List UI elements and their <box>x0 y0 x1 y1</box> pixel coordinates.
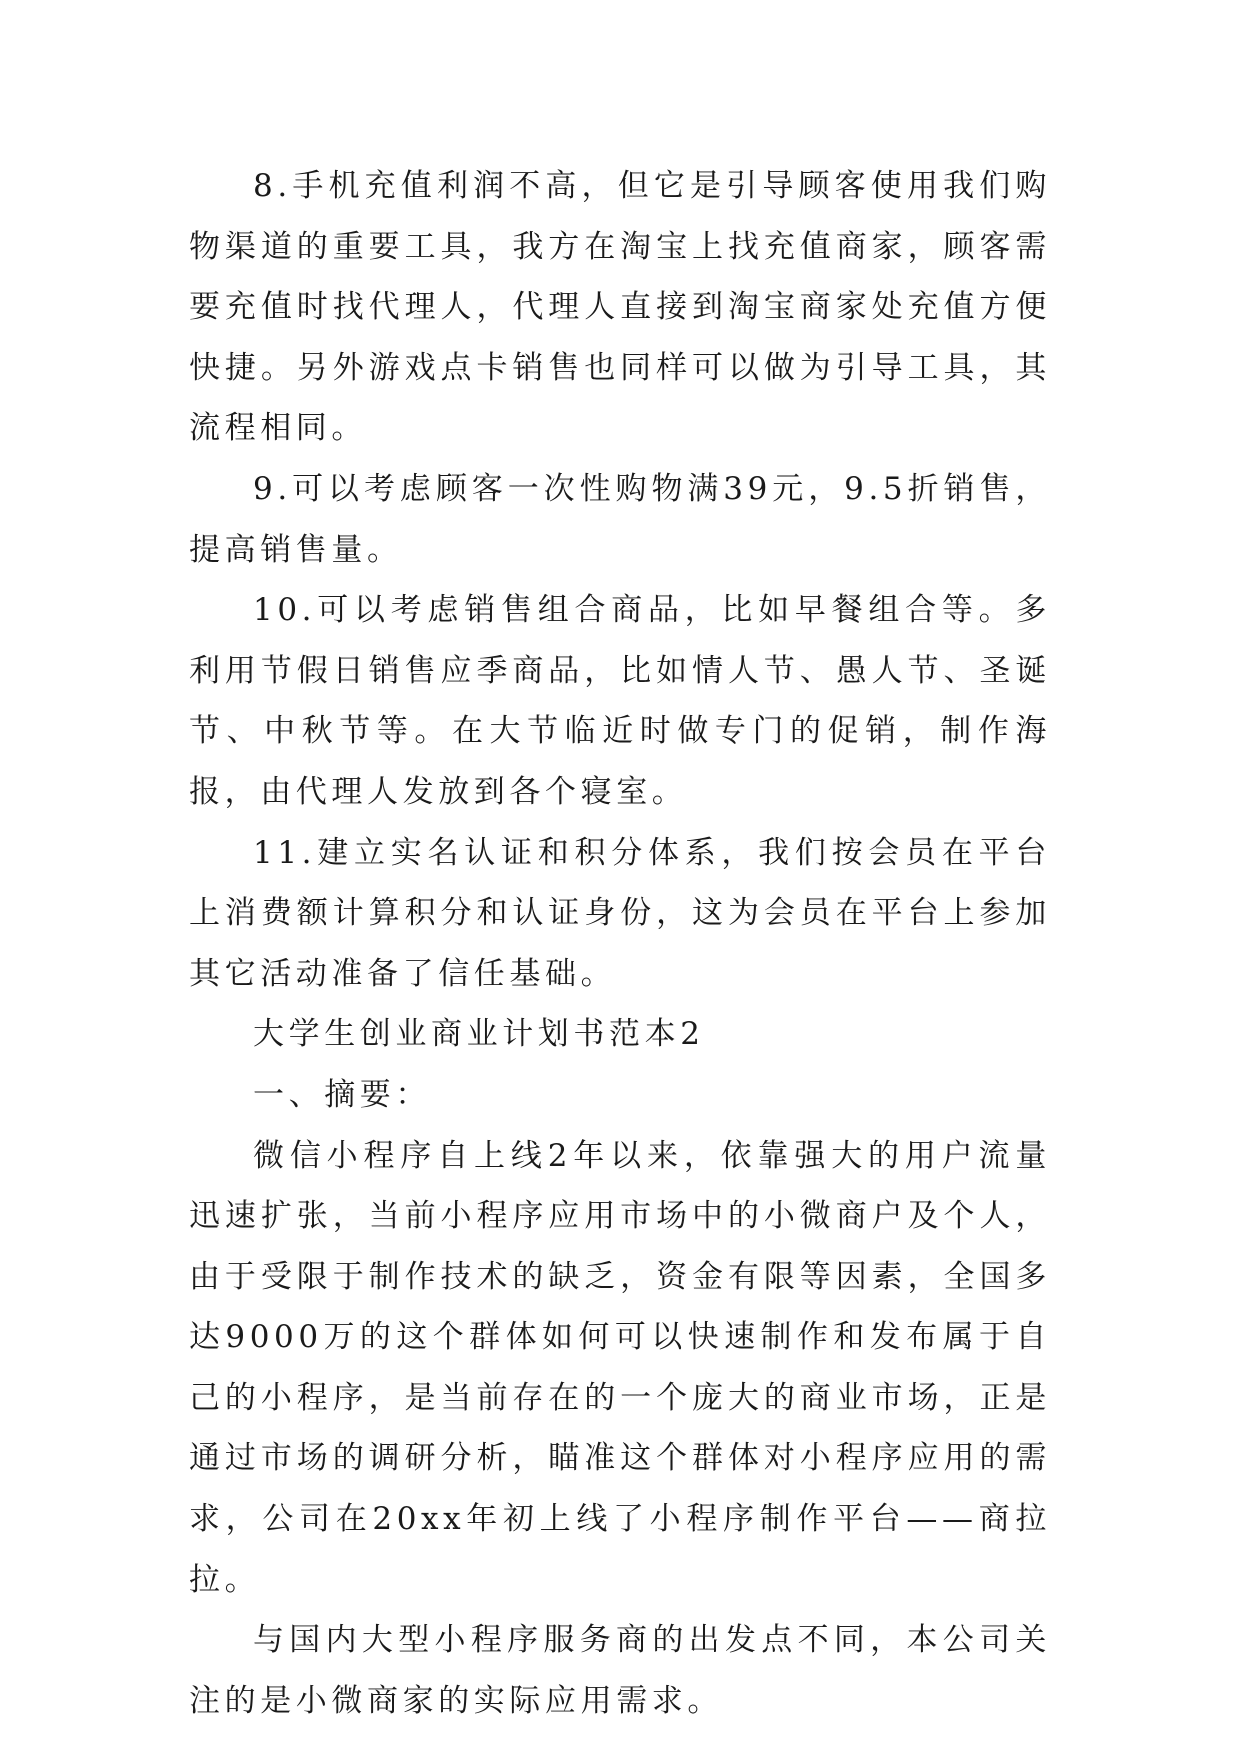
section-title: 大学生创业商业计划书范本2 <box>253 1016 705 1053</box>
paragraph-item-10: 10.可以考虑销售组合商品，比如早餐组合等。多利用节假日销售应季商品，比如情人节、愚人节、圣诞节、中秋节等。在大节临近时做专门的促销，制作海报，由代理人发放到各个寝室。 <box>189 592 1051 810</box>
section-heading-summary: 一、摘要： <box>253 1076 431 1113</box>
document-body <box>189 156 1051 1731</box>
summary-paragraph: 微信小程序自上线2年以来，依靠强大的用户流量迅速扩张，当前小程序应用市场中的小微商户及个人，由于受限于制作技术的缺乏，资金有限等因素，全国多达9000万的这个群体如何可以快速制作和发布属于自己的小程序，是当前存在的一个庞大的商业市场，正是通过市场的调研分析，瞄准这个群体对小程序应用的需求，公司在20xx年初上线了小程序制作平台——商拉拉。 <box>189 1137 1051 1598</box>
paragraph-item-9: 9.可以考虑顾客一次性购物满39元，9.5折销售，提高销售量。 <box>189 470 1051 568</box>
summary-paragraph-2: 与国内大型小程序服务商的出发点不同，本公司关注的是小微商家的实际应用需求。 <box>189 1622 1051 1719</box>
paragraph-item-11: 11.建立实名认证和积分体系，我们按会员在平台上消费额计算积分和认证身份，这为会员在平台上参加其它活动准备了信任基础。 <box>189 834 1051 992</box>
paragraph-item-8: 8.手机充值利润不高，但它是引导顾客使用我们购物渠道的重要工具，我方在淘宝上找充值商家，顾客需要充值时找代理人，代理人直接到淘宝商家处充值方便快捷。另外游戏点卡销售也同样可以做为引导工具，其流程相同。 <box>189 168 1051 447</box>
